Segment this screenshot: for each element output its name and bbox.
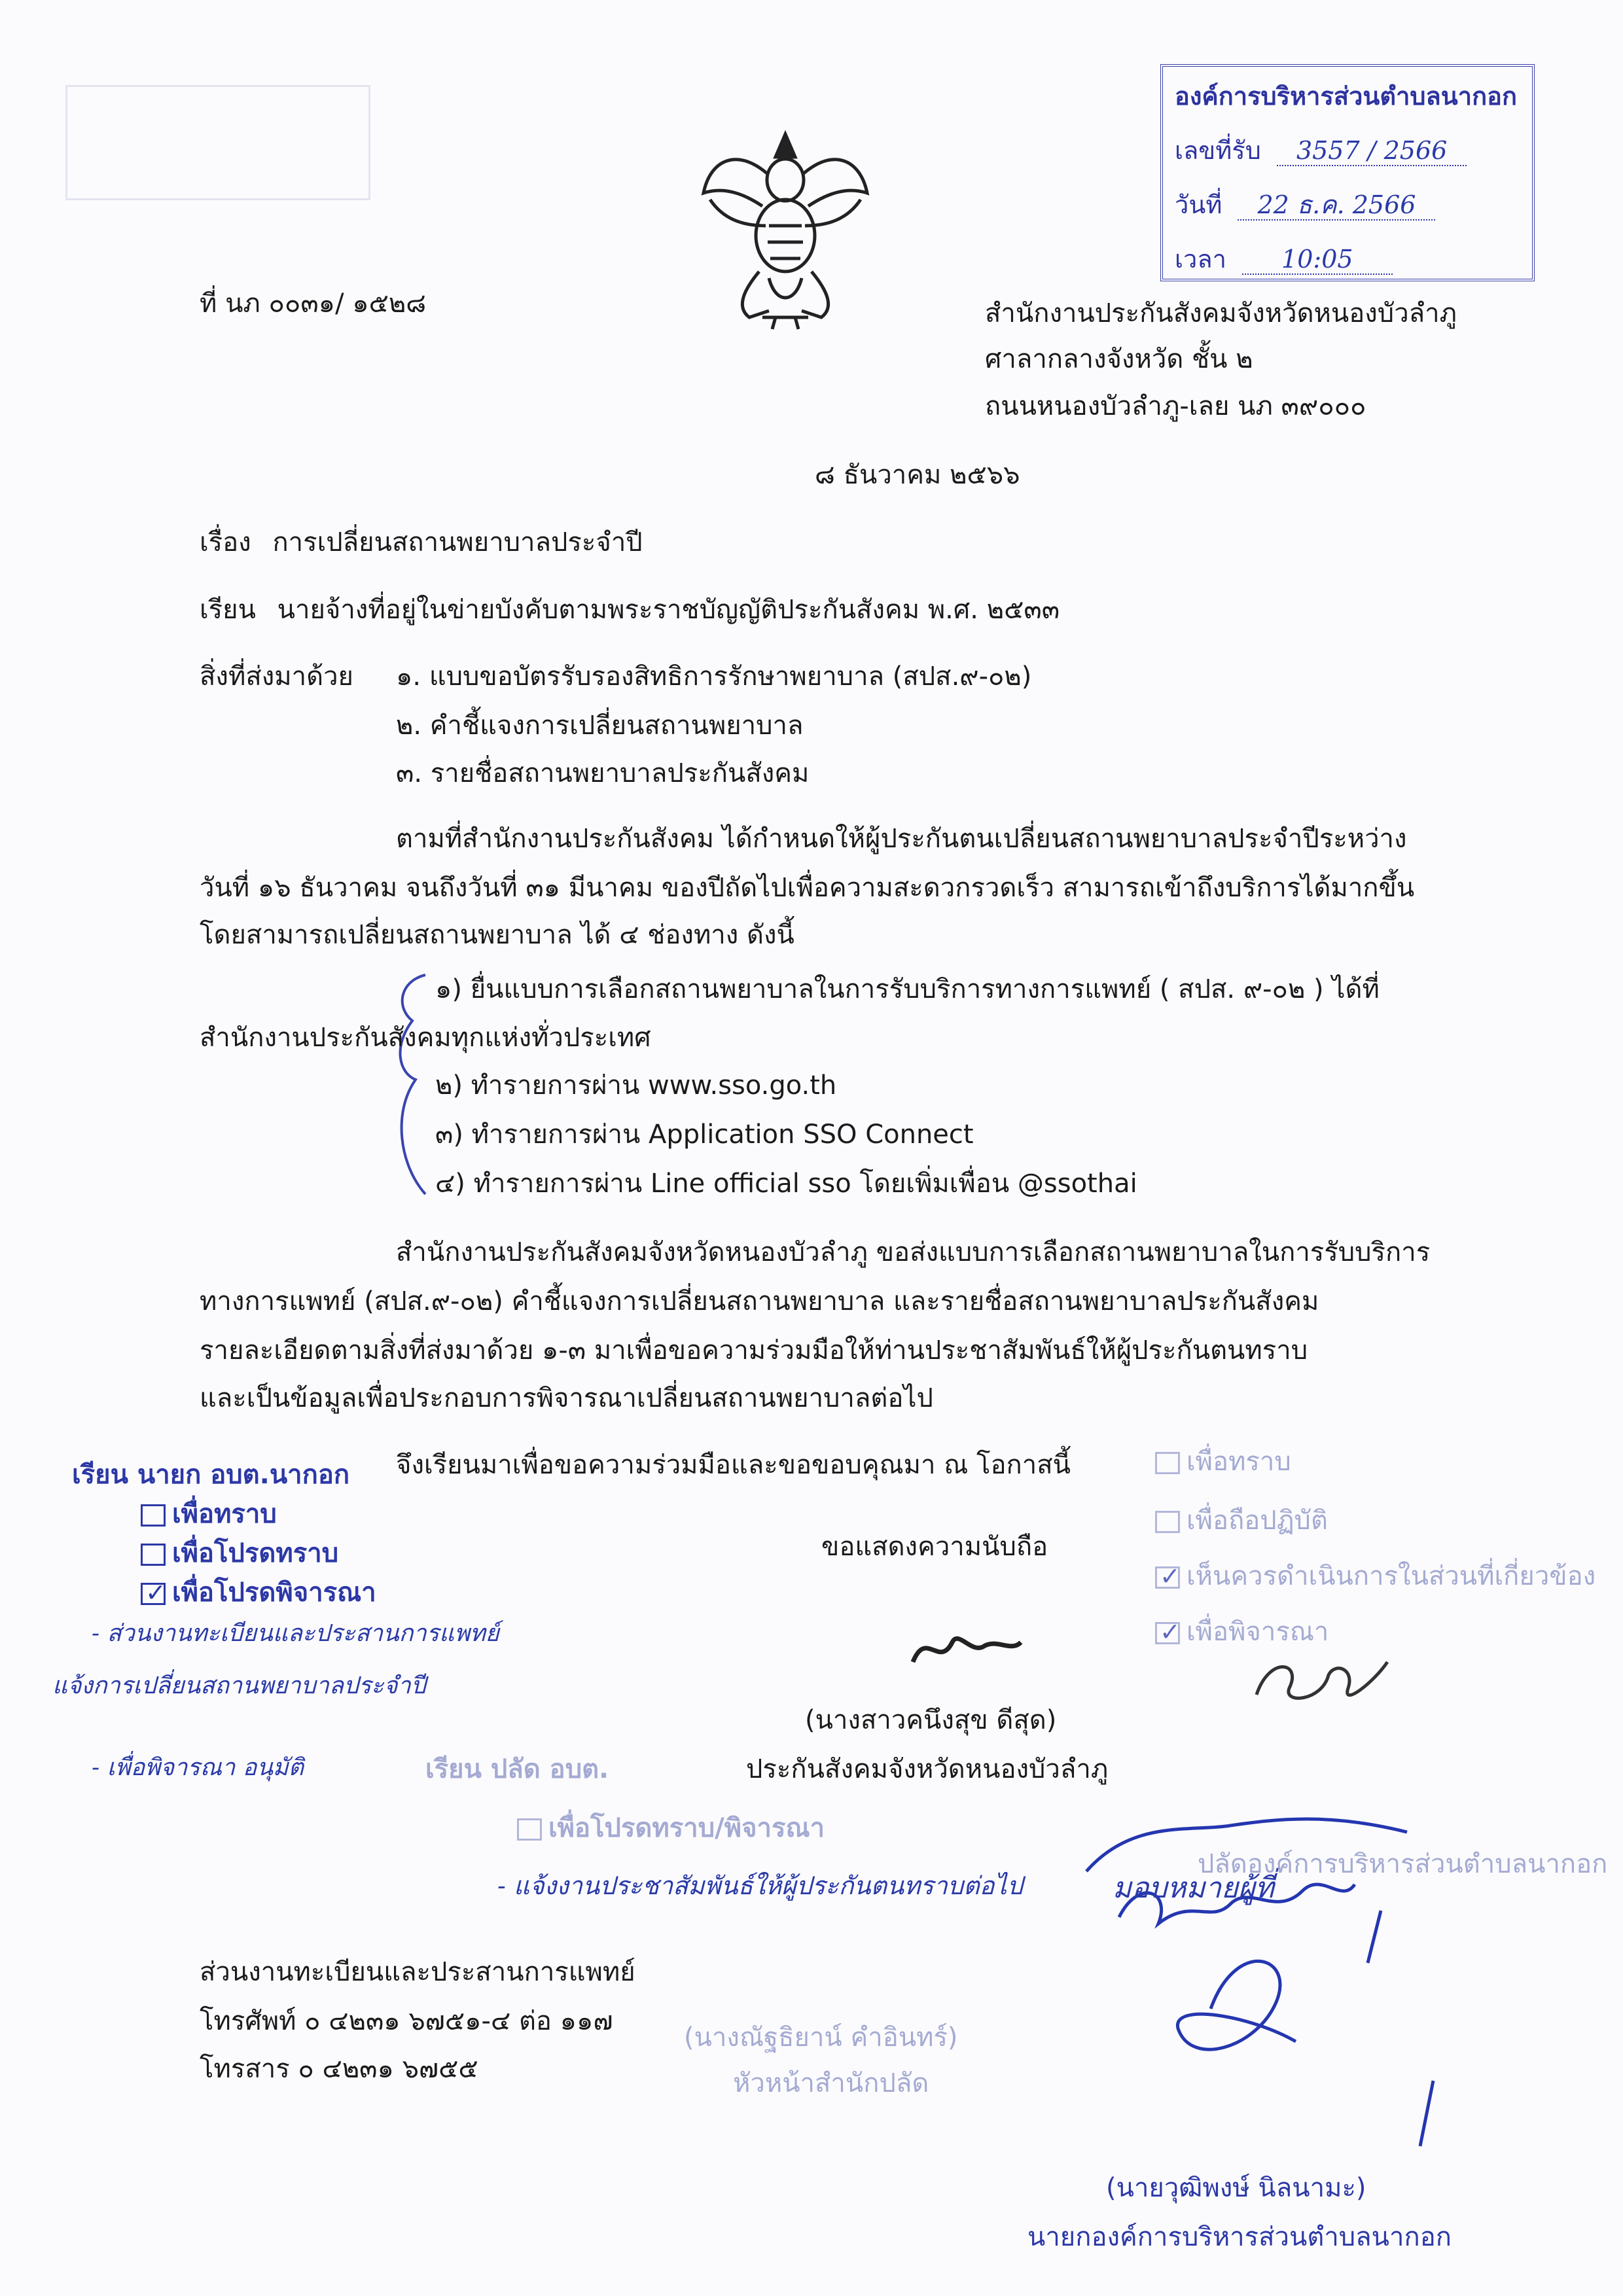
right-option — [1155, 1561, 1596, 1592]
closing-request: จึงเรียนมาเพื่อขอความร่วมมือและขอขอบคุณมา ณ โอกาสนี้ — [396, 1450, 1071, 1480]
office-address-line3: ถนนหนองบัวลำภู-เลย นภ ๓๙๐๐๐ — [985, 391, 1366, 421]
deputy-option-label: เพื่อโปรดทราบ/พิจารณา — [548, 1813, 825, 1843]
office-address-line2: ศาลากลางจังหวัด ชั้น ๒ — [985, 344, 1253, 374]
signer-name: (นางสาวคนึงสุข ดีสุด) — [805, 1705, 1057, 1735]
office-address-line1: สำนักงานประกันสังคมจังหวัดหนองบัวลำภู — [985, 298, 1457, 328]
right-option — [1155, 1446, 1291, 1477]
checkbox-empty — [517, 1818, 542, 1841]
right-option — [1155, 1505, 1328, 1536]
checkbox-empty — [141, 1504, 166, 1527]
stamp-date-label: วันที่ — [1175, 190, 1222, 219]
paragraph1-line: ตามที่สำนักงานประกันสังคม ได้กำหนดให้ผู้ประกันตนเปลี่ยนสถานพยาบาลประจำปีระหว่าง — [396, 824, 1407, 854]
checkbox-empty — [141, 1544, 166, 1566]
faded-stamp-remnant — [65, 85, 370, 200]
reference-number: ที่ นภ ๐๐๓๑/ ๑๕๒๘ — [200, 289, 427, 319]
right-option-label: เพื่อพิจารณา — [1186, 1617, 1329, 1647]
signer-title: ประกันสังคมจังหวัดหนองบัวลำภู — [746, 1754, 1109, 1784]
receiving-stamp — [1160, 64, 1535, 281]
mayor-signature — [1080, 1793, 1446, 2162]
enclosure-item: ๒. คำชี้แจงการเปลี่ยนสถานพยาบาล — [396, 711, 804, 741]
garuda-emblem — [697, 121, 874, 330]
enclosure-label: สิ่งที่ส่งมาด้วย — [200, 662, 353, 692]
stamp-date-value: 22 ธ.ค. 2566 — [1238, 190, 1435, 221]
memo-note: แจ้งการเปลี่ยนสถานพยาบาลประจำปี — [52, 1672, 426, 1699]
memo-note: - ส่วนงานทะเบียนและประสานการแพทย์ — [92, 1620, 499, 1647]
head-title: หัวหน้าสำนักปลัด — [733, 2068, 929, 2098]
channel-2: ๒) ทำรายการผ่าน www.sso.go.th — [435, 1070, 837, 1101]
deputy-note: - แจ้งงานประชาสัมพันธ์ให้ผู้ประกันตนทราบต่อไป — [497, 1871, 1023, 1900]
paragraph2-line: สำนักงานประกันสังคมจังหวัดหนองบัวลำภู ขอส่งแบบการเลือกสถานพยาบาลในการรับบริการ — [396, 1237, 1431, 1267]
checkbox-empty — [1155, 1452, 1180, 1474]
stamp-receive-row — [1175, 130, 1520, 170]
stamp-time-value: 10:05 — [1242, 245, 1393, 275]
checkmark-icon: ✓ — [145, 1578, 166, 1607]
mayor-approval-note: มอบหมายผู้ที่ — [1113, 1871, 1274, 1905]
memo-note: - เพื่อพิจารณา อนุมัติ — [92, 1754, 304, 1781]
subject-row — [200, 527, 643, 558]
checkbox-empty — [1155, 1511, 1180, 1533]
paragraph2-line: และเป็นข้อมูลเพื่อประกอบการพิจารณาเปลี่ยนสถานพยาบาลต่อไป — [200, 1383, 933, 1413]
fax: โทรสาร ๐ ๔๒๓๑ ๖๗๕๕ — [200, 2054, 478, 2084]
clerk-title: ปลัดองค์การบริหารส่วนตำบลนากอก — [1198, 1849, 1608, 1879]
clerk-signature — [1243, 1642, 1400, 1717]
to-row — [200, 594, 1060, 626]
memo-option-label: เพื่อทราบ — [172, 1499, 277, 1529]
checkmark-icon: ✓ — [1160, 1617, 1181, 1646]
memo-option-kindly-acknowledge — [141, 1538, 338, 1569]
stamp-time-label: เวลา — [1175, 245, 1226, 274]
memo-option-consider — [141, 1577, 376, 1608]
right-option-label: เพื่อทราบ — [1186, 1447, 1291, 1477]
stamp-date-row — [1175, 185, 1520, 224]
right-option-label: เพื่อถือปฏิบัติ — [1186, 1506, 1328, 1536]
right-option-label: เห็นควรดำเนินการในส่วนที่เกี่ยวข้อง — [1186, 1561, 1596, 1591]
mayor-name: (นายวุฒิพงษ์ นิลนามะ) — [1106, 2173, 1366, 2203]
memo-to: เรียน นายก อบต.นากอก — [72, 1460, 350, 1490]
paragraph1-line: โดยสามารถเปลี่ยนสถานพยาบาล ได้ ๔ ช่องทาง ดังนี้ — [200, 920, 794, 950]
deputy-option — [517, 1812, 825, 1844]
channel-4: ๔) ทำรายการผ่าน Line official sso โดยเพิ่มเพื่อน @ssothai — [435, 1169, 1137, 1199]
to-label: เรียน — [200, 595, 256, 625]
memo-option-label: เพื่อโปรดทราบ — [172, 1538, 339, 1568]
stamp-receive-value: 3557 / 2566 — [1277, 136, 1467, 166]
paragraph1-line: วันที่ ๑๖ ธันวาคม จนถึงวันที่ ๓๑ มีนาคม ของปีถัดไปเพื่อความสะดวกรวดเร็ว สามารถเข้าถึงบริการได้มากขึ้น — [200, 873, 1415, 903]
stamp-time-row — [1175, 239, 1520, 279]
stamp-receive-label: เลขที่รับ — [1175, 136, 1261, 165]
memo-option-label: เพื่อโปรดพิจารณา — [172, 1578, 376, 1608]
channel-1: ๑) ยื่นแบบการเลือกสถานพยาบาลในการรับบริการทางการแพทย์ ( สปส. ๙-๐๒ ) ได้ที่ — [435, 974, 1380, 1004]
deputy-to: เรียน ปลัด อบต. — [425, 1754, 609, 1784]
enclosure-item: ๑. แบบขอบัตรรับรองสิทธิการรักษาพยาบาล (สปส.๙-๐๒) — [396, 662, 1032, 692]
memo-option-acknowledge — [141, 1498, 277, 1530]
department: ส่วนงานทะเบียนและประสานการแพทย์ — [200, 1957, 635, 1987]
signature-image — [906, 1616, 1024, 1678]
checkbox-checked — [1155, 1562, 1181, 1591]
mayor-title: นายกองค์การบริหารส่วนตำบลนากอก — [1027, 2222, 1452, 2252]
head-name: (นางณัฐธิยาน์ คำอินทร์) — [684, 2022, 958, 2053]
paragraph2-line: รายละเอียดตามสิ่งที่ส่งมาด้วย ๑-๓ มาเพื่อขอความร่วมมือให้ท่านประชาสัมพันธ์ให้ผู้ประกันตนทราบ — [200, 1335, 1308, 1366]
checkbox-checked — [1155, 1617, 1181, 1646]
checkmark-icon: ✓ — [1160, 1562, 1181, 1591]
channel-1-cont: สำนักงานประกันสังคมทุกแห่งทั่วประเทศ — [200, 1023, 651, 1053]
subject-label: เรื่อง — [200, 527, 251, 557]
closing-salutation: ขอแสดงความนับถือ — [821, 1532, 1048, 1562]
checkbox-checked — [141, 1578, 166, 1607]
enclosure-item: ๓. รายชื่อสถานพยาบาลประกันสังคม — [396, 758, 810, 788]
paragraph2-line: ทางการแพทย์ (สปส.๙-๐๒) คำชี้แจงการเปลี่ยนสถานพยาบาล และรายชื่อสถานพยาบาลประกันสังคม — [200, 1286, 1319, 1316]
channel-3: ๓) ทำรายการผ่าน Application SSO Connect — [435, 1120, 974, 1150]
stamp-org: องค์การบริหารส่วนตำบลนากอก — [1175, 82, 1517, 111]
phone: โทรศัพท์ ๐ ๔๒๓๑ ๖๗๕๑-๔ ต่อ ๑๑๗ — [200, 2006, 613, 2036]
to-text: นายจ้างที่อยู่ในข่ายบังคับตามพระราชบัญญัติประกันสังคม พ.ศ. ๒๕๓๓ — [277, 595, 1060, 625]
subject-text: การเปลี่ยนสถานพยาบาลประจำปี — [272, 527, 643, 557]
handwritten-bracket — [386, 968, 432, 1207]
letter-date: ๘ ธันวาคม ๒๕๖๖ — [815, 460, 1020, 490]
